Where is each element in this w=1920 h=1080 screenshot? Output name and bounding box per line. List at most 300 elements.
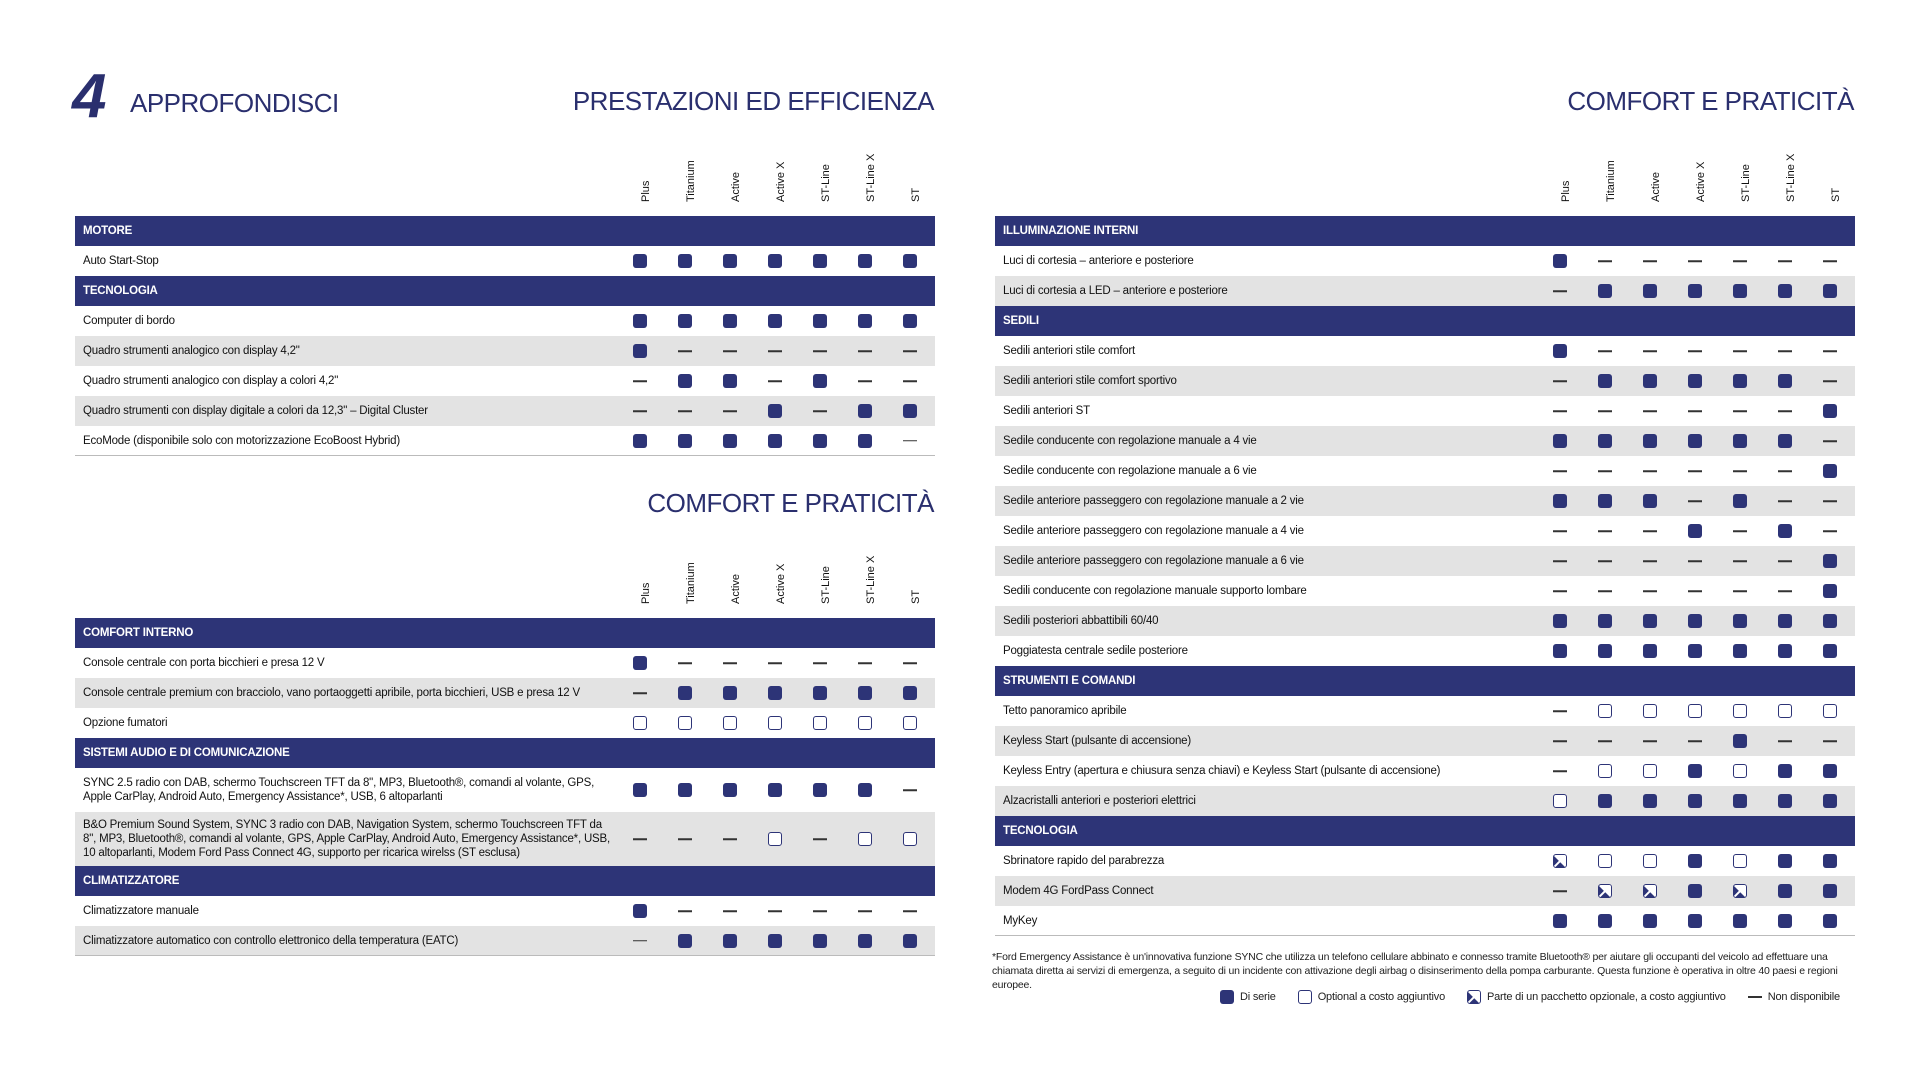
row-label: Alzacristalli anteriori e posteriori elettrici [1003,795,1196,807]
comfort-left-table [75,555,935,956]
standard-icon [1643,374,1657,388]
table-row [995,366,1855,396]
optional-icon [768,716,782,730]
table-row [75,708,935,738]
standard-icon [1823,764,1837,778]
standard-icon [633,434,647,448]
standard-icon [1553,644,1567,658]
table-row [995,486,1855,516]
not-available-icon [678,662,692,664]
standard-icon [723,374,737,388]
not-available-icon [1733,530,1747,532]
package-icon [1553,854,1567,868]
not-available-icon [1688,740,1702,742]
standard-icon [858,783,872,797]
not-available-icon [1823,740,1837,742]
standard-icon [678,374,692,388]
legend-standard-label: Di serie [1240,991,1276,1003]
not-available-icon [1778,590,1792,592]
not-available-icon [858,662,872,664]
standard-icon [1643,434,1657,448]
not-available-icon [1643,350,1657,352]
standard-icon [903,934,917,948]
legend-package [1467,990,1726,1004]
not-available-icon [1643,590,1657,592]
standard-icon [1823,854,1837,868]
column-header [676,154,697,214]
row-label: Sedili anteriori ST [1003,405,1090,417]
not-available-icon [1553,710,1567,712]
not-available-icon [633,380,647,382]
standard-icon [1733,914,1747,928]
column-header [1551,154,1572,214]
row-label: Console centrale con porta bicchieri e presa 12 V [83,657,325,669]
table-row [995,876,1855,906]
legend-na-label: Non disponibile [1767,991,1840,1003]
optional-icon [1598,764,1612,778]
not-available-icon [858,380,872,382]
standard-icon [633,783,647,797]
column-header-label: Active X [1695,161,1707,202]
not-available-icon [1553,290,1567,292]
column-header [721,154,742,214]
not-available-icon [1553,380,1567,382]
optional-icon [1643,704,1657,718]
standard-icon [1688,614,1702,628]
standard-icon [768,404,782,418]
column-header [1596,154,1617,214]
not-available-icon [1748,996,1762,998]
column-header-label: ST-Line X [1785,153,1797,202]
column-header [676,556,697,616]
standard-icon [1598,434,1612,448]
not-available-icon [903,440,917,442]
row-label: Sedile anteriore passeggero con regolazione manuale a 6 vie [1003,555,1304,567]
standard-icon [1688,524,1702,538]
standard-icon [1688,794,1702,808]
not-available-icon [903,789,917,791]
standard-icon [813,374,827,388]
standard-icon [1778,914,1792,928]
column-header-label: Active [730,172,742,202]
not-available-icon [1598,560,1612,562]
legend [1220,990,1862,1004]
legend-standard [1220,990,1276,1004]
optional-icon [858,832,872,846]
column-header-label: Active X [775,161,787,202]
standard-icon [1778,884,1792,898]
standard-icon [768,934,782,948]
standard-icon [1823,284,1837,298]
not-available-icon [1778,740,1792,742]
row-label: Sedili posteriori abbattibili 60/40 [1003,615,1159,627]
row-label: SYNC 2.5 radio con DAB, schermo Touchscreen TFT da 8", MP3, Bluetooth®, comandi al volante, GPS, Apple CarPlay, Android Auto, Emergency Assistance*, USB, 6 altoparlanti [83,777,595,803]
column-header [766,154,787,214]
section-header [75,216,935,246]
optional-icon [633,716,647,730]
not-available-icon [1733,260,1747,262]
not-available-icon [1688,350,1702,352]
column-header-label: ST-Line X [865,555,877,604]
not-available-icon [1823,500,1837,502]
column-headers [995,153,1855,216]
standard-icon [903,404,917,418]
table-row [75,396,935,426]
not-available-icon [723,410,737,412]
column-header-label: ST-Line [1740,164,1752,202]
standard-icon [1688,644,1702,658]
standard-icon [903,686,917,700]
legend-optional-label: Optional a costo aggiuntivo [1317,991,1445,1003]
standard-icon [768,686,782,700]
optional-icon [1733,704,1747,718]
column-header-label: Active [1650,172,1662,202]
column-header-label: Titanium [685,562,697,604]
standard-icon [903,314,917,328]
not-available-icon [1823,380,1837,382]
standard-icon [1823,464,1837,478]
standard-icon [1778,374,1792,388]
standard-icon [1823,554,1837,568]
optional-icon [1778,704,1792,718]
table-row [995,336,1855,366]
row-label: Sedile anteriore passeggero con regolazione manuale a 2 vie [1003,495,1304,507]
standard-icon [723,783,737,797]
standard-icon [633,314,647,328]
section-header-label: SISTEMI AUDIO E DI COMUNICAZIONE [83,747,290,759]
not-available-icon [678,410,692,412]
table-row [995,636,1855,666]
standard-icon [678,254,692,268]
standard-icon [1823,884,1837,898]
row-label: Keyless Start (pulsante di accensione) [1003,735,1192,747]
column-header [1731,154,1752,214]
row-label: Modem 4G FordPass Connect [1003,885,1154,897]
table-row [75,366,935,396]
optional-icon [723,716,737,730]
standard-icon [1823,644,1837,658]
column-header [631,556,652,616]
row-label: Auto Start-Stop [83,255,159,267]
standard-icon [723,434,737,448]
section-header-label: TECNOLOGIA [83,285,158,297]
not-available-icon [768,380,782,382]
table-row [995,906,1855,936]
table-row [995,756,1855,786]
standard-icon [813,434,827,448]
not-available-icon [1688,260,1702,262]
not-available-icon [903,910,917,912]
column-header [1821,154,1842,214]
page-section-title: APPROFONDISCI [130,88,339,118]
table-row [995,276,1855,306]
column-header-label: ST-Line [820,566,832,604]
optional-icon [813,716,827,730]
not-available-icon [1553,770,1567,772]
not-available-icon [1778,410,1792,412]
optional-icon [1598,704,1612,718]
column-header [766,556,787,616]
row-label: Luci di cortesia – anteriore e posteriore [1003,255,1194,267]
standard-icon [1688,914,1702,928]
row-label: Sedile conducente con regolazione manuale a 6 vie [1003,465,1257,477]
optional-icon [768,832,782,846]
not-available-icon [1823,350,1837,352]
table-row [995,786,1855,816]
standard-icon [1598,914,1612,928]
not-available-icon [813,410,827,412]
not-available-icon [1733,410,1747,412]
prestazioni-title: PRESTAZIONI ED EFFICIENZA [572,86,934,116]
not-available-icon [1598,260,1612,262]
not-available-icon [1643,470,1657,472]
standard-icon [1778,284,1792,298]
section-header-label: TECNOLOGIA [1003,825,1078,837]
not-available-icon [1823,260,1837,262]
standard-icon [1643,614,1657,628]
optional-icon [1298,990,1312,1004]
standard-icon [1823,614,1837,628]
section-header-label: COMFORT INTERNO [83,627,194,639]
not-available-icon [1733,590,1747,592]
not-available-icon [768,662,782,664]
standard-icon [723,686,737,700]
table-row [995,726,1855,756]
standard-icon [858,404,872,418]
not-available-icon [1823,530,1837,532]
not-available-icon [903,380,917,382]
column-header [721,556,742,616]
standard-icon [813,934,827,948]
section-header [995,816,1855,846]
column-header [1686,154,1707,214]
footnote: *Ford Emergency Assistance è un'innovativa funzione SYNC che utilizza un telefono cellulare abbinato e connesso tramite Bluetooth® per aiutare gli occupanti del veicolo ad effettuare una chiamata diretta ai servizi di emergenza, a seguito di un incidente con attivazione degli airbag o disinserimento della pompa carburante. Questa funzione è operativa in oltre 40 paesi e regioni europee. [992,951,1838,991]
standard-icon [1778,524,1792,538]
standard-icon [1733,434,1747,448]
not-available-icon [813,838,827,840]
standard-icon [1778,764,1792,778]
not-available-icon [1688,470,1702,472]
standard-icon [768,434,782,448]
row-label: Quadro strumenti analogico con display a colori 4,2" [83,375,339,387]
optional-icon [903,832,917,846]
not-available-icon [1553,560,1567,562]
standard-icon [1778,644,1792,658]
section-header-label: ILLUMINAZIONE INTERNI [1003,225,1139,237]
not-available-icon [1688,560,1702,562]
package-icon [1467,990,1481,1004]
standard-icon [768,254,782,268]
table-row [75,336,935,366]
standard-icon [1733,374,1747,388]
row-label: Console centrale premium con bracciolo, vano portaoggetti apribile, porta bicchieri, USB e presa 12 V [83,687,580,699]
row-label: Quadro strumenti analogico con display 4,2" [83,345,300,357]
optional-icon [1553,794,1567,808]
table-row [995,516,1855,546]
row-label: Sedile conducente con regolazione manuale a 4 vie [1003,435,1257,447]
table-row [995,456,1855,486]
column-headers [75,153,935,216]
standard-icon [1598,284,1612,298]
prestazioni-table [75,153,935,456]
optional-icon [1823,704,1837,718]
not-available-icon [1778,560,1792,562]
table-row [995,246,1855,276]
standard-icon [1688,854,1702,868]
not-available-icon [1553,590,1567,592]
package-icon [1733,884,1747,898]
row-label: B&O Premium Sound System, SYNC 3 radio con DAB, Navigation System, schermo Touchscreen TFT da 8", MP3, Bluetooth®, comandi al volante, GPS, Apple CarPlay, Android Auto, Emergency Assistance*, USB, 10 altoparlanti, Modem Ford Pass Connect 4G, supporto per ricarica wirelss (ST esclusa) [83,819,610,859]
table-row [995,426,1855,456]
not-available-icon [633,692,647,694]
standard-icon [1643,914,1657,928]
standard-icon [903,254,917,268]
legend-optional [1298,990,1445,1004]
standard-icon [1778,794,1792,808]
row-label: Sbrinatore rapido del parabrezza [1003,855,1165,867]
table-row [75,678,935,708]
not-available-icon [1778,470,1792,472]
not-available-icon [768,910,782,912]
not-available-icon [1778,260,1792,262]
not-available-icon [903,662,917,664]
column-header-label: Plus [1560,180,1572,202]
row-label: Sedili anteriori stile comfort [1003,345,1136,357]
column-header [631,154,652,214]
table-row [75,246,935,276]
standard-icon [678,783,692,797]
standard-icon [633,656,647,670]
column-header-label: Titanium [685,160,697,202]
table-row [75,306,935,336]
standard-icon [678,934,692,948]
table-row [75,426,935,456]
standard-icon [858,434,872,448]
not-available-icon [1643,560,1657,562]
row-label: Quadro strumenti con display digitale a colori da 12,3" – Digital Cluster [83,405,428,417]
not-available-icon [1733,350,1747,352]
section-header-label: STRUMENTI E COMANDI [1003,675,1136,687]
not-available-icon [1598,350,1612,352]
row-label: Tetto panoramico apribile [1003,705,1127,717]
standard-icon [723,254,737,268]
standard-icon [813,783,827,797]
not-available-icon [723,350,737,352]
standard-icon [633,904,647,918]
column-header [811,154,832,214]
standard-icon [678,314,692,328]
row-label: Luci di cortesia a LED – anteriore e posteriore [1003,285,1228,297]
section-header [995,216,1855,246]
column-header [1641,154,1662,214]
table-row [995,396,1855,426]
not-available-icon [1598,410,1612,412]
standard-icon [678,434,692,448]
section-header-label: CLIMATIZZATORE [83,875,180,887]
optional-icon [1643,854,1657,868]
standard-icon [1598,374,1612,388]
not-available-icon [1598,590,1612,592]
row-label: Sedili conducente con regolazione manuale supporto lombare [1003,585,1307,597]
column-header-label: ST [910,589,922,604]
row-label: MyKey [1003,914,1038,927]
not-available-icon [1553,470,1567,472]
standard-icon [768,314,782,328]
column-header [901,556,922,616]
standard-icon [1688,884,1702,898]
column-header [856,555,877,616]
not-available-icon [723,910,737,912]
standard-icon [768,783,782,797]
standard-icon [1733,494,1747,508]
section-header [75,738,935,768]
row-label: Sedili anteriori stile comfort sportivo [1003,375,1177,387]
standard-icon [858,686,872,700]
table-row [995,696,1855,726]
not-available-icon [858,350,872,352]
standard-icon [1688,764,1702,778]
row-label: Keyless Entry (apertura e chiusura senza chiavi) e Keyless Start (pulsante di accensione) [1003,765,1441,777]
standard-icon [1733,284,1747,298]
standard-icon [1688,284,1702,298]
table-row [995,606,1855,636]
column-header-label: Titanium [1605,160,1617,202]
row-label: Climatizzatore manuale [83,905,199,917]
row-label: Sedile anteriore passeggero con regolazione manuale a 4 vie [1003,525,1304,537]
table-row [995,846,1855,876]
column-header [856,153,877,214]
standard-icon [1598,794,1612,808]
not-available-icon [1643,530,1657,532]
column-header-label: Plus [640,180,652,202]
optional-icon [1598,854,1612,868]
standard-icon [1553,254,1567,268]
optional-icon [678,716,692,730]
column-header-label: Active X [775,563,787,604]
not-available-icon [813,350,827,352]
column-headers [75,555,935,618]
standard-icon [1778,854,1792,868]
not-available-icon [1643,410,1657,412]
standard-icon [1688,434,1702,448]
optional-icon [1733,764,1747,778]
comfort-right-title: COMFORT E PRATICITÀ [1567,86,1854,116]
standard-icon [1733,614,1747,628]
table-row [995,546,1855,576]
section-header [995,306,1855,336]
section-header [995,666,1855,696]
optional-icon [858,716,872,730]
not-available-icon [678,910,692,912]
table-row [75,896,935,926]
standard-icon [633,254,647,268]
standard-icon [1733,794,1747,808]
not-available-icon [1598,470,1612,472]
optional-icon [1688,704,1702,718]
not-available-icon [768,350,782,352]
standard-icon [813,254,827,268]
standard-icon [858,314,872,328]
row-label: Poggiatesta centrale sedile posteriore [1003,645,1188,657]
standard-icon [678,686,692,700]
row-label: Opzione fumatori [83,717,168,729]
column-header-label: Active [730,574,742,604]
standard-icon [1553,434,1567,448]
standard-icon [1778,434,1792,448]
not-available-icon [1643,740,1657,742]
table-row [75,926,935,956]
not-available-icon [1688,500,1702,502]
